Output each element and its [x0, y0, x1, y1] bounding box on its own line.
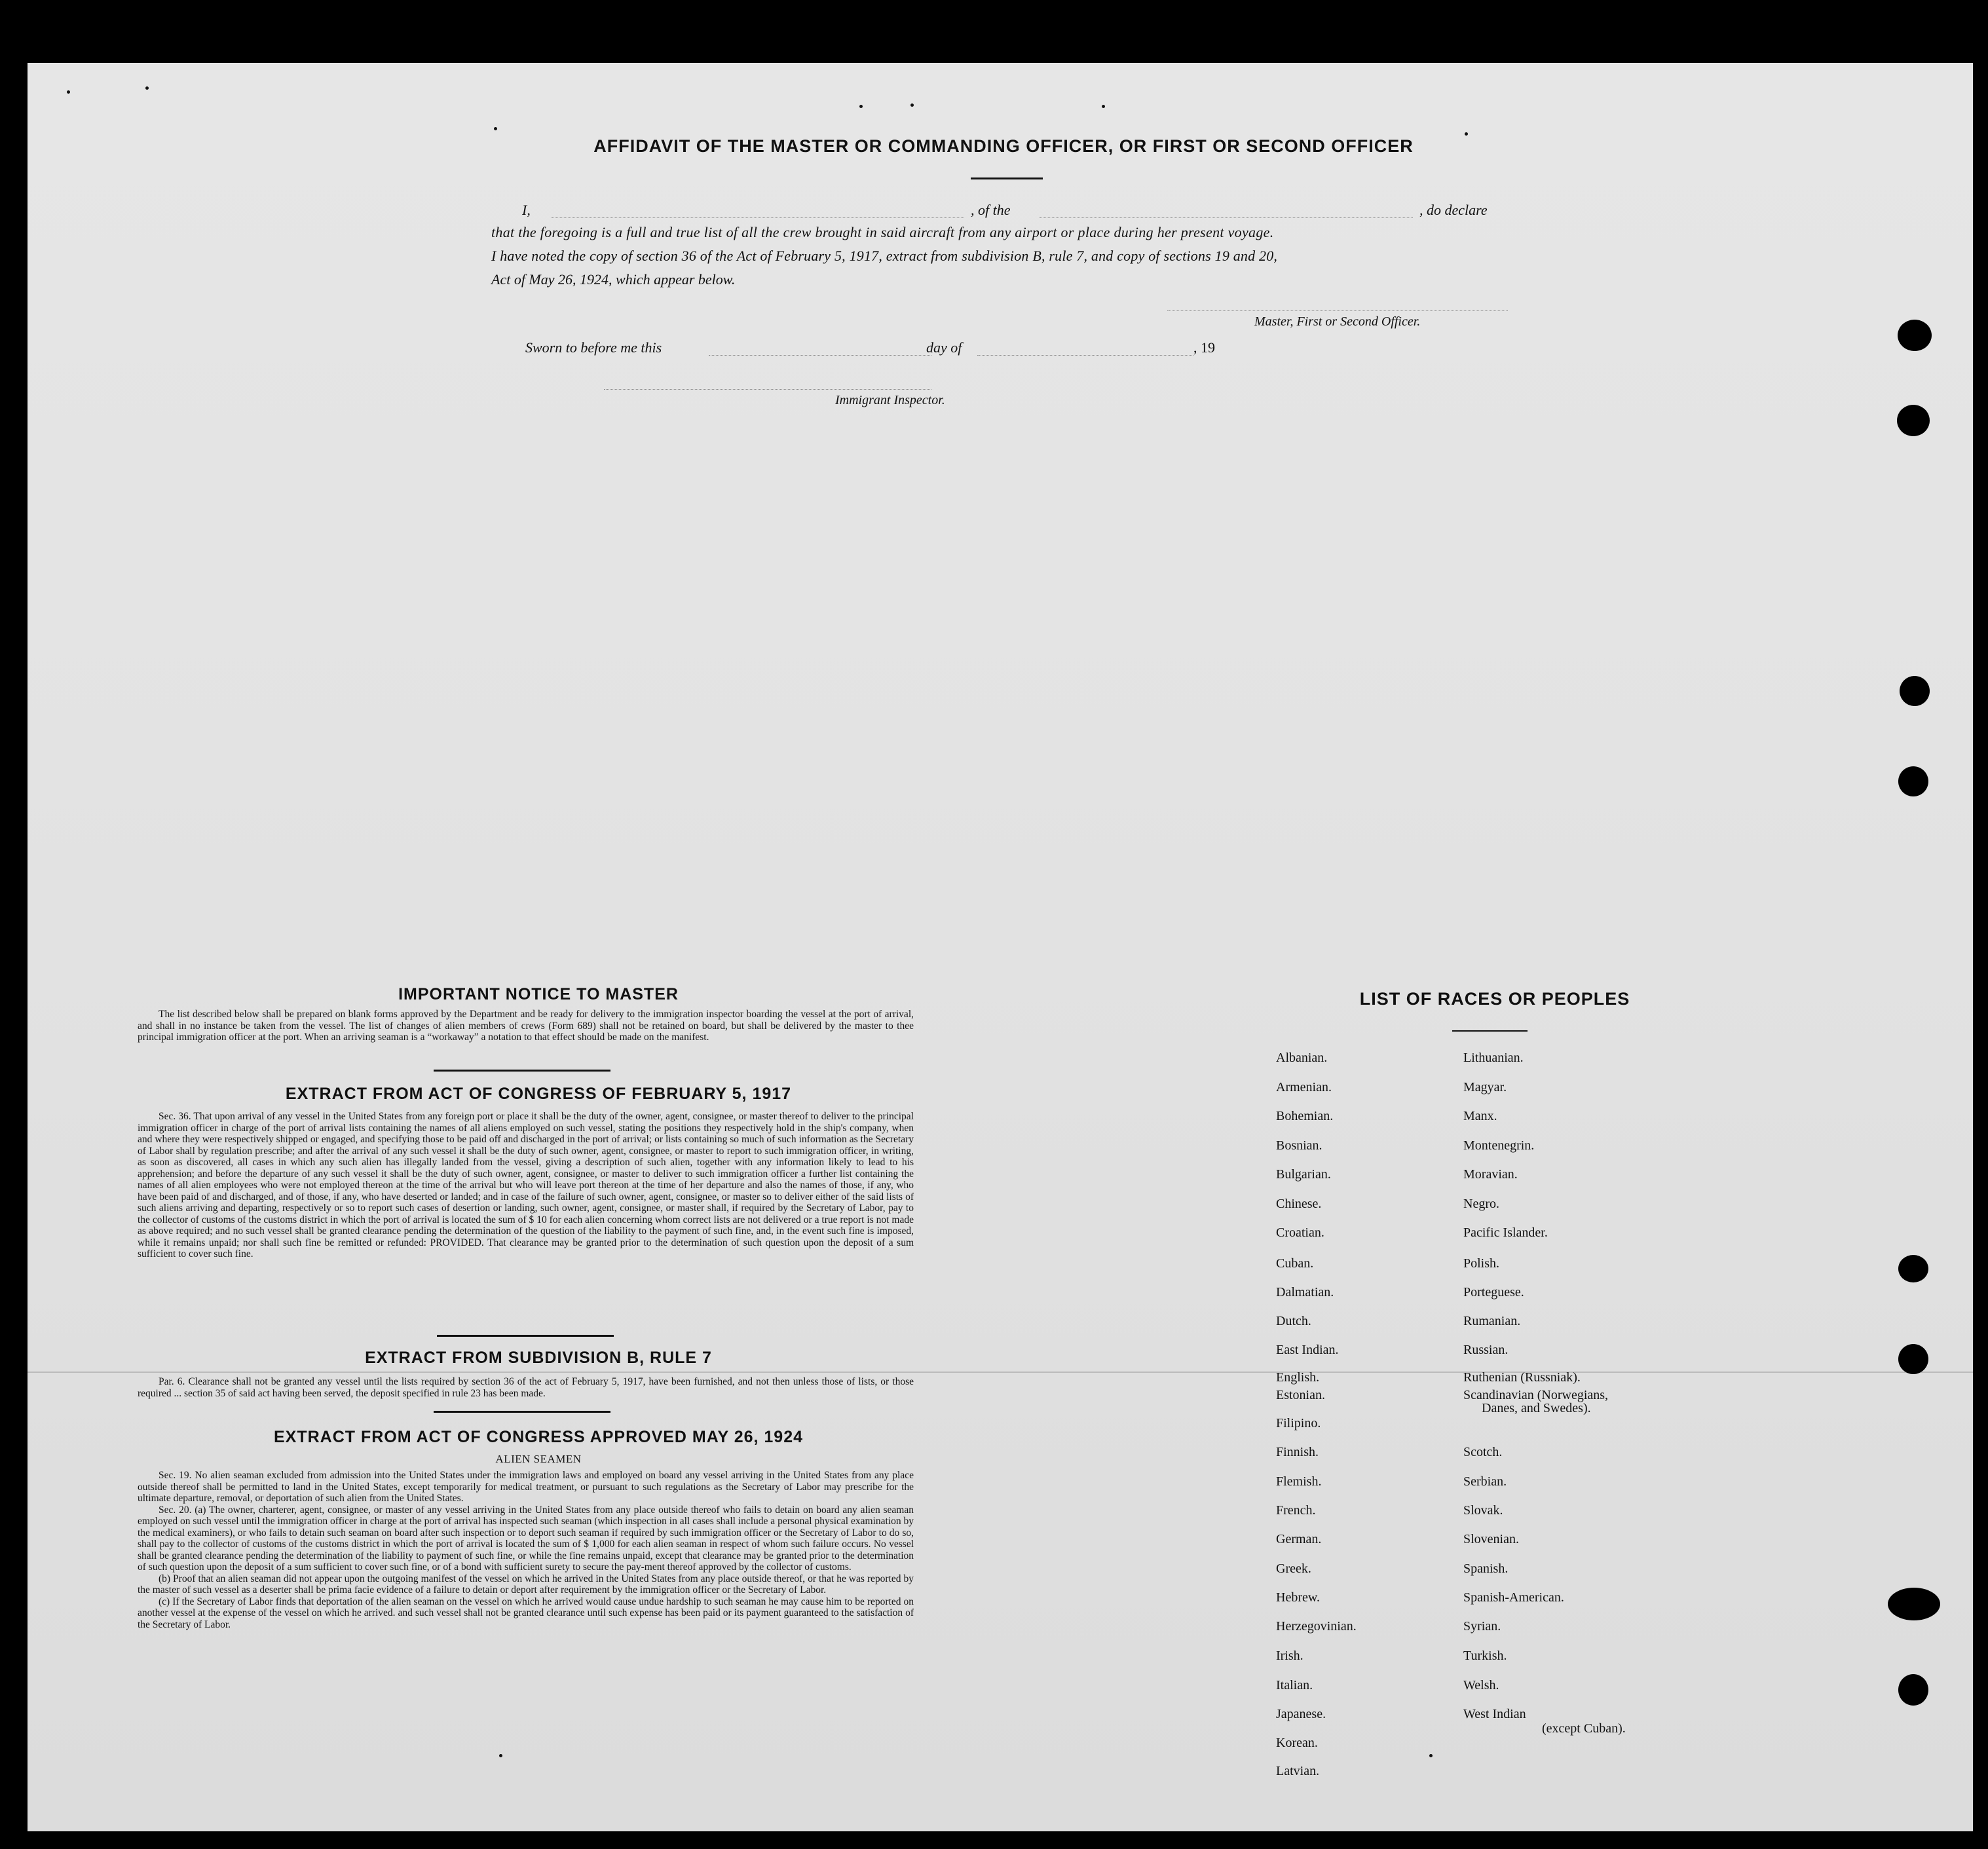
race-col2-item: Rumanian.	[1463, 1314, 1521, 1328]
speck	[145, 86, 149, 90]
title-rule	[971, 177, 1043, 179]
race-col1-item: East Indian.	[1276, 1343, 1339, 1357]
sec-36-paragraph: Sec. 36. That upon arrival of any vessel in the United States from any foreign port or place it shall be the duty of the owner, agent, consignee, or master thereof to deliver to the principal immigration officer in charge of the port of arrival lists containing the names of all aliens employed on such vessel, stating the positions they respectively hold in the ship's company, when and where they were respectively shipped or engaged, and specifying those to be paid off and discharged in the port of arrival; or lists containing so much of such information as the Secretary of Labor shall by regulation prescribe; and after the arrival of any such vessel it shall be the duty of such owner, agent, consignee, or master to report to such immigration officer, in writing, as soon as discovered, all cases in which any such alien has illegally landed from the vessel, giving a description of such alien, together with any information likely to lead to his apprehension; and before the departure of any such vessel it shall be the duty of such owner, agent, consignee, or master to deliver to such immigration officer a further list containing the names of all alien employees who were not employed thereon at the time of the arrival but who will leave port thereon at the time of her departure and also the names of those, if any, who have been paid of and discharged, and of those, if any, who have deserted or landed; and in case of the failure of such owner, agent, consignee, or master so to deliver either of the said lists of such aliens arriving and departing, respectively or so to report such cases of desertion or landing, such owner, agent, consignee, or master shall, if required by the Secretary of Labor, pay to the collector of customs of the customs district in which the port of arrival is located the sum of $ 10 for each alien concerning whom correct lists are not delivered or a true report is not made as above required; and no such vessel shall be granted clearance pending the determination of the question of the liability to the payment of such fine, and, in the event such fine is imposed, while it remains unpaid; nor shall such fine be remitted or refunded: PROVIDED. That clearance may be granted prior to the determination of such question upon the deposit of a sum sufficient to cover such fine.	[138, 1111, 914, 1260]
race-col2-item: Russian.	[1463, 1343, 1509, 1357]
race-col1-item: Bosnian.	[1276, 1138, 1322, 1153]
race-col2-item: Slovak.	[1463, 1503, 1503, 1518]
race-col2-item: West Indian	[1463, 1707, 1526, 1721]
race-col1-item: Bohemian.	[1276, 1109, 1334, 1123]
fold-crease	[28, 1372, 1973, 1373]
punch-hole	[1898, 1344, 1928, 1374]
race-col2-item: Moravian.	[1463, 1167, 1518, 1182]
race-col2-item: Spanish-American.	[1463, 1590, 1564, 1605]
race-col2-item: Scotch.	[1463, 1445, 1503, 1459]
speck	[859, 105, 863, 108]
affidavit-body-3: Act of May 26, 1924, which appear below.	[491, 271, 736, 288]
race-col1-item: Estonian.	[1276, 1388, 1325, 1402]
affidavit-body-2: I have noted the copy of section 36 of the Act of February 5, 1917, extract from subdivision B, rule 7, and copy of sections 19 and 20,	[491, 248, 1278, 264]
race-col1-item: Flemish.	[1276, 1474, 1322, 1489]
speck	[1465, 132, 1468, 136]
extract-1924-text	[138, 1470, 914, 1630]
speck	[910, 103, 914, 107]
race-col1-item: English.	[1276, 1370, 1320, 1385]
race-col2-item: Ruthenian (Russniak).	[1463, 1370, 1581, 1385]
aircraft-field[interactable]	[1040, 217, 1413, 218]
sworn-text: Sworn to before me this	[525, 339, 662, 356]
race-col2-item: Porteguese.	[1463, 1285, 1524, 1299]
rule7-text	[138, 1376, 914, 1399]
notice-title: IMPORTANT NOTICE TO MASTER	[398, 985, 679, 1003]
punch-hole	[1898, 766, 1928, 796]
sec-19-paragraph: Sec. 19. No alien seaman excluded from admission into the United States under the immigration laws and employed on board any vessel arriving in the United States from any place outside thereof shall be permitted to land in the United States, except temporarily for medical treatment, or pursuant to such regulations as the Secretary of Labor may prescribe for the ultimate departure, removal, or deportation of such alien from the United States.	[138, 1470, 914, 1504]
race-col2-item: Welsh.	[1463, 1678, 1499, 1692]
signature-line[interactable]	[1167, 310, 1508, 311]
race-col2-item: Negro.	[1463, 1197, 1499, 1211]
race-col1-item: Bulgarian.	[1276, 1167, 1331, 1182]
race-col1-item: Dalmatian.	[1276, 1285, 1334, 1299]
year-text: , 19	[1193, 339, 1215, 356]
extract-1917-text	[138, 1111, 914, 1260]
punch-hole	[1897, 405, 1930, 436]
name-field[interactable]	[552, 217, 964, 218]
speck	[1429, 1754, 1433, 1757]
extract-1924-title: EXTRACT FROM ACT OF CONGRESS APPROVED MAY 26, 1924	[273, 1428, 804, 1446]
rule7-title: EXTRACT FROM SUBDIVISION B, RULE 7	[365, 1349, 712, 1367]
extract-1917-title: EXTRACT FROM ACT OF CONGRESS OF FEBRUARY 5, 1917	[285, 1085, 792, 1103]
race-col2-item: Scandinavian (Norwegians,	[1463, 1388, 1609, 1402]
race-col1-item: Greek.	[1276, 1561, 1311, 1576]
race-col2-item: Serbian.	[1463, 1474, 1507, 1489]
notice-paragraph: The list described below shall be prepared on blank forms approved by the Department and be ready for delivery to the immigration inspector boarding the vessel at the port of arrival, and shall in no instance be taken from the vessel. The list of changes of alien members of crews (Form 689) shall not be retained on board, but shall be delivered by the master to thee principal immigration officer at the port. When an arriving seaman is a “workaway” a notation to that effect should be made on the manifest.	[138, 1009, 914, 1043]
day-field[interactable]	[709, 355, 931, 356]
race-col2-item: Magyar.	[1463, 1080, 1507, 1094]
race-col1-item: Armenian.	[1276, 1080, 1332, 1094]
punch-hole	[1898, 1255, 1928, 1282]
race-col1-item: Korean.	[1276, 1736, 1318, 1750]
race-col1-item: Irish.	[1276, 1649, 1303, 1663]
affidavit-declare: , do declare	[1419, 202, 1488, 218]
section-rule	[437, 1335, 614, 1337]
race-col2-item: Spanish.	[1463, 1561, 1509, 1576]
race-col1-item: Italian.	[1276, 1678, 1313, 1692]
speck	[67, 90, 70, 94]
race-col2-item: Danes, and Swedes).	[1482, 1401, 1591, 1415]
race-col1-item: German.	[1276, 1532, 1322, 1546]
section-rule	[434, 1411, 610, 1413]
race-col2-item: Slovenian.	[1463, 1532, 1519, 1546]
punch-hole	[1898, 1674, 1928, 1706]
race-col1-item: Japanese.	[1276, 1707, 1326, 1721]
month-field[interactable]	[977, 355, 1193, 356]
race-col1-item: Finnish.	[1276, 1445, 1319, 1459]
affidavit-body-1: that the foregoing is a full and true list of all the crew brought in said aircraft from any airport or place during her present voyage.	[491, 224, 1274, 240]
race-col1-item: Croatian.	[1276, 1225, 1324, 1240]
race-col1-item: French.	[1276, 1503, 1316, 1518]
notice-text	[138, 1009, 914, 1043]
section-rule	[434, 1070, 610, 1072]
race-col1-item: Hebrew.	[1276, 1590, 1321, 1605]
form-sheet	[28, 63, 1973, 1831]
race-col2-item: Syrian.	[1463, 1619, 1501, 1634]
speck	[499, 1754, 502, 1757]
race-col1-item: Dutch.	[1276, 1314, 1311, 1328]
affidavit-pronoun: I,	[522, 202, 531, 218]
race-col1-item: Filipino.	[1276, 1416, 1321, 1430]
races-title: LIST OF RACES OR PEOPLES	[1359, 989, 1630, 1009]
affidavit-title: AFFIDAVIT OF THE MASTER OR COMMANDING OFFICER, OR FIRST OR SECOND OFFICER	[593, 136, 1414, 156]
punch-hole	[1900, 676, 1930, 706]
race-col2-item: Lithuanian.	[1463, 1051, 1524, 1065]
inspector-label: Immigrant Inspector.	[835, 393, 945, 407]
signature-label: Master, First or Second Officer.	[1254, 314, 1421, 329]
inspector-line[interactable]	[604, 389, 931, 390]
race-col2-item: Montenegrin.	[1463, 1138, 1535, 1153]
race-col2-item: Polish.	[1463, 1256, 1500, 1271]
sec-20b-paragraph: (b) Proof that an alien seaman did not appear upon the outgoing manifest of the vessel on which he arrived in the United States from any place outside thereof, or that he was reported by the master of such vessel as a deserter shall be prima facie evidence of a failure to detain or deport after requirement by the immigration officer or the Secretary of Labor.	[138, 1573, 914, 1596]
race-col1-item: Cuban.	[1276, 1256, 1314, 1271]
race-col1-item: Latvian.	[1276, 1764, 1320, 1778]
alien-seamen-subtitle: ALIEN SEAMEN	[495, 1453, 582, 1465]
day-of-text: day of	[926, 339, 962, 356]
race-col2-item: Manx.	[1463, 1109, 1497, 1123]
punch-hole	[1898, 320, 1932, 351]
race-col1-item: Herzegovinian.	[1276, 1619, 1357, 1634]
race-col2-item: (except Cuban).	[1542, 1721, 1626, 1736]
race-col2-item: Pacific Islander.	[1463, 1225, 1548, 1240]
speck	[494, 127, 497, 130]
par-6-paragraph: Par. 6. Clearance shall not be granted any vessel until the lists required by section 36 of the act of February 5, 1917, have been furnished, and not then unless those of lists, or those required ... section 35 of said act having been served, the deposit specified in rule 23 has been made.	[138, 1376, 914, 1399]
race-col1-item: Albanian.	[1276, 1051, 1328, 1065]
races-rule	[1452, 1030, 1528, 1032]
sec-20a-paragraph: Sec. 20. (a) The owner, charterer, agent, consignee, or master of any vessel arriving in the United States from any place outside thereof who fails to detain on board any alien seaman employed on such vessel until the immigration officer in charge at the port of arrival has inspected such seaman (which inspection in all cases shall include a personal physical examination by the medical examiners), or who fails to detain such seaman on board after such inspection or to deport such seaman if required by such immigration officer or the Secretary of Labor to do so, shall pay to the collector of customs of the customs district in which the port of arrival is located the sum of $ 1,000 for each alien seaman in respect of whom such failure occurs. No vessel shall be granted clearance pending the determination of the liability to payment of such fine, or while the fine remains unpaid, except that clearance may be granted prior to the determination of such question upon the deposit of a sum sufficient to cover such fine, or of a bond with sufficient surety to secure the pay-ment thereof approved by the collector of customs.	[138, 1504, 914, 1573]
race-col2-item: Turkish.	[1463, 1649, 1507, 1663]
race-col1-item: Chinese.	[1276, 1197, 1322, 1211]
sec-20c-paragraph: (c) If the Secretary of Labor finds that deportation of the alien seaman on the vessel on which he arrived would cause undue hardship to such seaman he may cause him to be reported on another vessel at the expense of the vessel on which he arrived. and such vessel shall not be granted clearance until such expense has been paid or its payment guaranteed to the satisfaction of the Secretary of Labor.	[138, 1596, 914, 1630]
affidavit-of-the: , of the	[971, 202, 1011, 218]
punch-hole	[1888, 1588, 1940, 1620]
speck	[1102, 105, 1105, 108]
